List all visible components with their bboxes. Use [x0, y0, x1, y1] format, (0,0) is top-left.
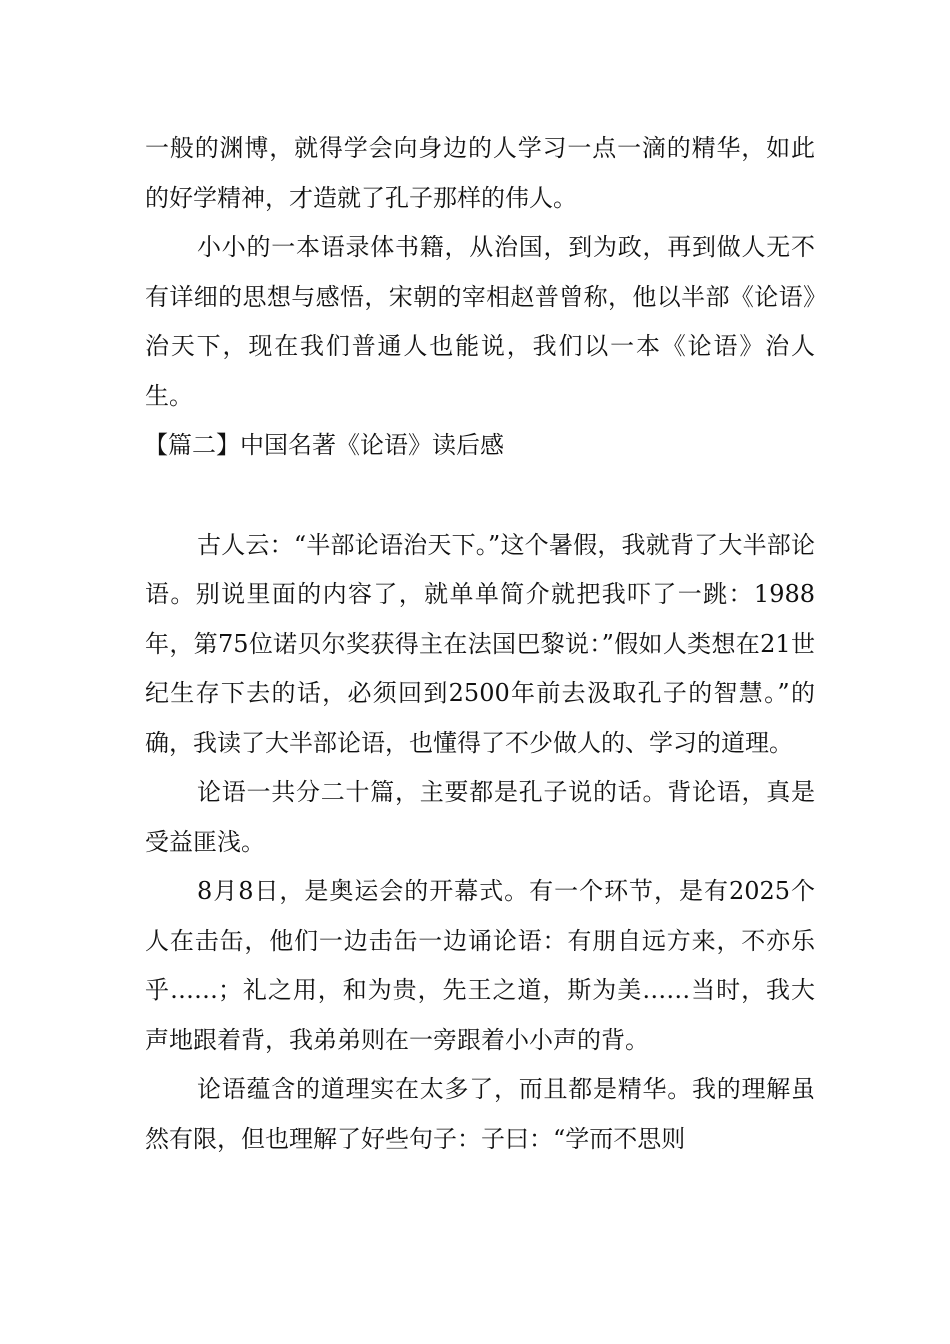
paragraph-twenty-chapters: 论语一共分二十篇，主要都是孔子说的话。背论语，真是受益匪浅。 — [145, 778, 815, 856]
section-heading: 【篇二】中国名著《论语》读后感 — [144, 431, 504, 459]
paragraph-continuation: 一般的渊博，就得学会向身边的人学习一点一滴的精华，如此的好学精神，才造就了孔子那样的伟人。 — [145, 134, 815, 212]
paragraph-intro: 古人云：“半部论语治天下。”这个暑假，我就背了大半部论语。别说里面的内容了，就单单简介就把我吓了一跳：1988年，第75位诺贝尔奖获得主在法国巴黎说：”假如人类想在21世纪生存下去的话，必须回到2500年前去汲取孔子的智慧。”的确，我读了大半部论语，也懂得了不少做人的、学习的道理。 — [145, 530, 815, 757]
document-page — [145, 124, 815, 1164]
paragraph-lunyu-summary: 小小的一本语录体书籍，从治国，到为政，再到做人无不有详细的思想与感悟，宋朝的宰相赵普曾称，他以半部《论语》治天下，现在我们普通人也能说，我们以一本《论语》治人生。 — [145, 233, 815, 410]
paragraph-understanding: 论语蕴含的道理实在太多了，而且都是精华。我的理解虽然有限，但也理解了好些句子：子曰：“学而不思则 — [145, 1075, 815, 1153]
paragraph-olympics: 8月8日，是奥运会的开幕式。有一个环节，是有2025个人在击缶，他们一边击缶一边诵论语：有朋自远方来，不亦乐乎……；礼之用，和为贵，先王之道，斯为美……当时，我大声地跟着背，我弟弟则在一旁跟着小小声的背。 — [145, 877, 815, 1054]
section-spacer — [145, 471, 815, 521]
